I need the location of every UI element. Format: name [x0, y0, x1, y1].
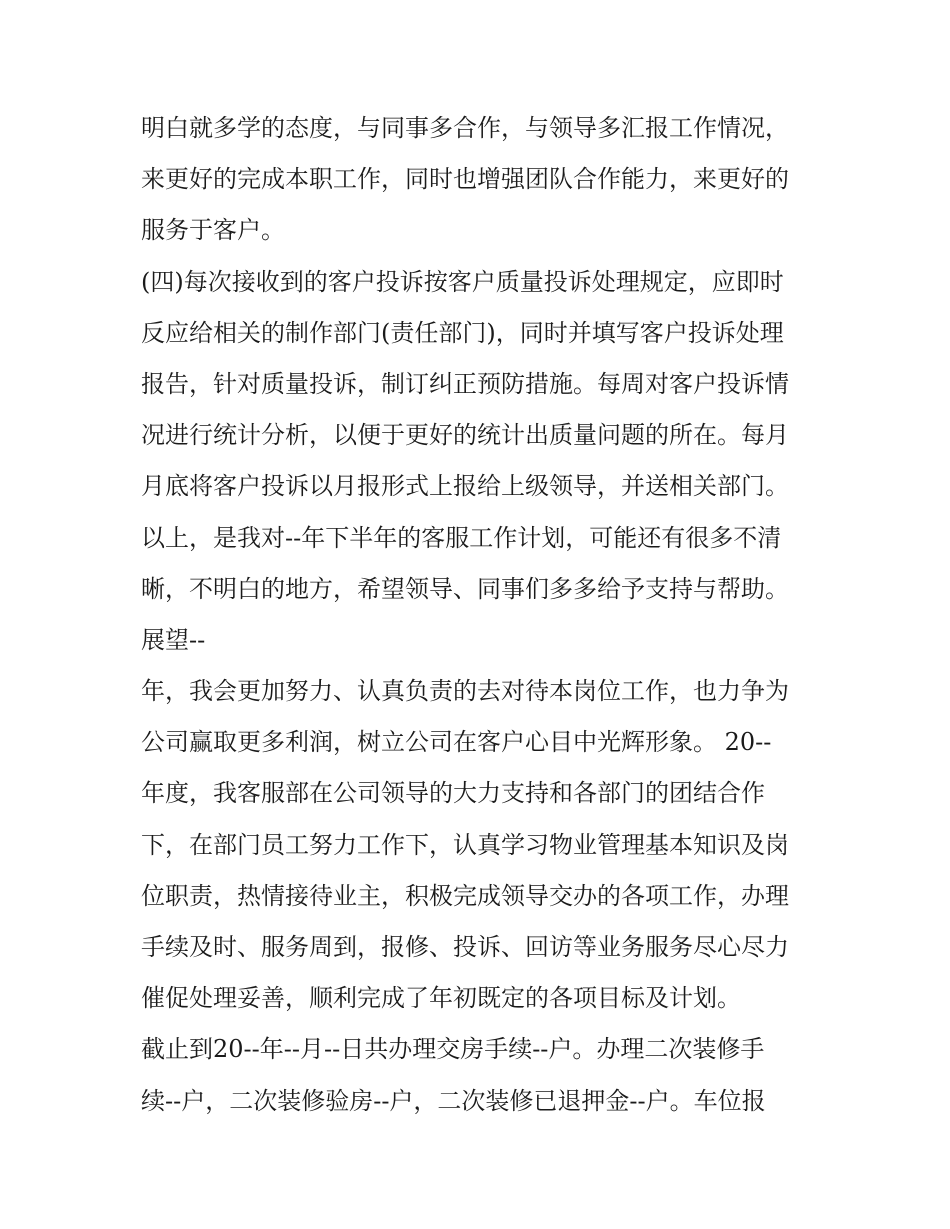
text-line: 明白就多学的态度，与同事多合作，与领导多汇报工作情况， [141, 114, 789, 142]
text-line: 以上，是我对--年下半年的客服工作计划，可能还有很多不清 [141, 523, 782, 552]
text-line: 况进行统计分析，以便于更好的统计出质量问题的所在。每月 [141, 421, 789, 450]
text-line: (四)每次接收到的客户投诉按客户质量投诉处理规定，应即时 [141, 267, 784, 296]
text-line: 来更好的完成本职工作，同时也增强团队合作能力，来更好的 [141, 165, 789, 194]
text-line: 催促处理妥善，顺利完成了年初既定的各项目标及计划。 [141, 984, 741, 1013]
text-line: 年，我会更加努力、认真负责的去对待本岗位工作，也力争为 [141, 677, 789, 706]
text-line: 续--户，二次装修验房--户，二次装修已退押金--户。车位报 [141, 1086, 766, 1115]
text-line: 服务于客户。 [141, 216, 285, 245]
text-line: 报告，针对质量投诉，制订纠正预防措施。每周对客户投诉情 [141, 369, 789, 398]
text-line: 年度，我客服部在公司领导的大力支持和各部门的团结合作 [141, 779, 765, 808]
text-line: 截止到20--年--月--日共办理交房手续--户。办理二次装修手 [141, 1035, 765, 1064]
document-body [141, 103, 821, 1127]
text-line: 反应给相关的制作部门(责任部门)，同时并填写客户投诉处理 [141, 318, 784, 347]
text-line: 下，在部门员工努力工作下，认真学习物业管理基本知识及岗 [141, 830, 789, 859]
text-line: 月底将客户投诉以月报形式上报给上级领导，并送相关部门。 [141, 472, 789, 501]
text-line: 公司赢取更多利润，树立公司在客户心目中光辉形象。 20-- [141, 728, 772, 757]
text-line: 位职责，热情接待业主，积极完成领导交办的各项工作，办理 [141, 881, 789, 910]
text-line: 晰，不明白的地方，希望领导、同事们多多给予支持与帮助。 [141, 574, 789, 603]
text-line: 展望-- [141, 625, 206, 654]
text-line: 手续及时、服务周到，报修、投诉、回访等业务服务尽心尽力 [141, 933, 789, 961]
